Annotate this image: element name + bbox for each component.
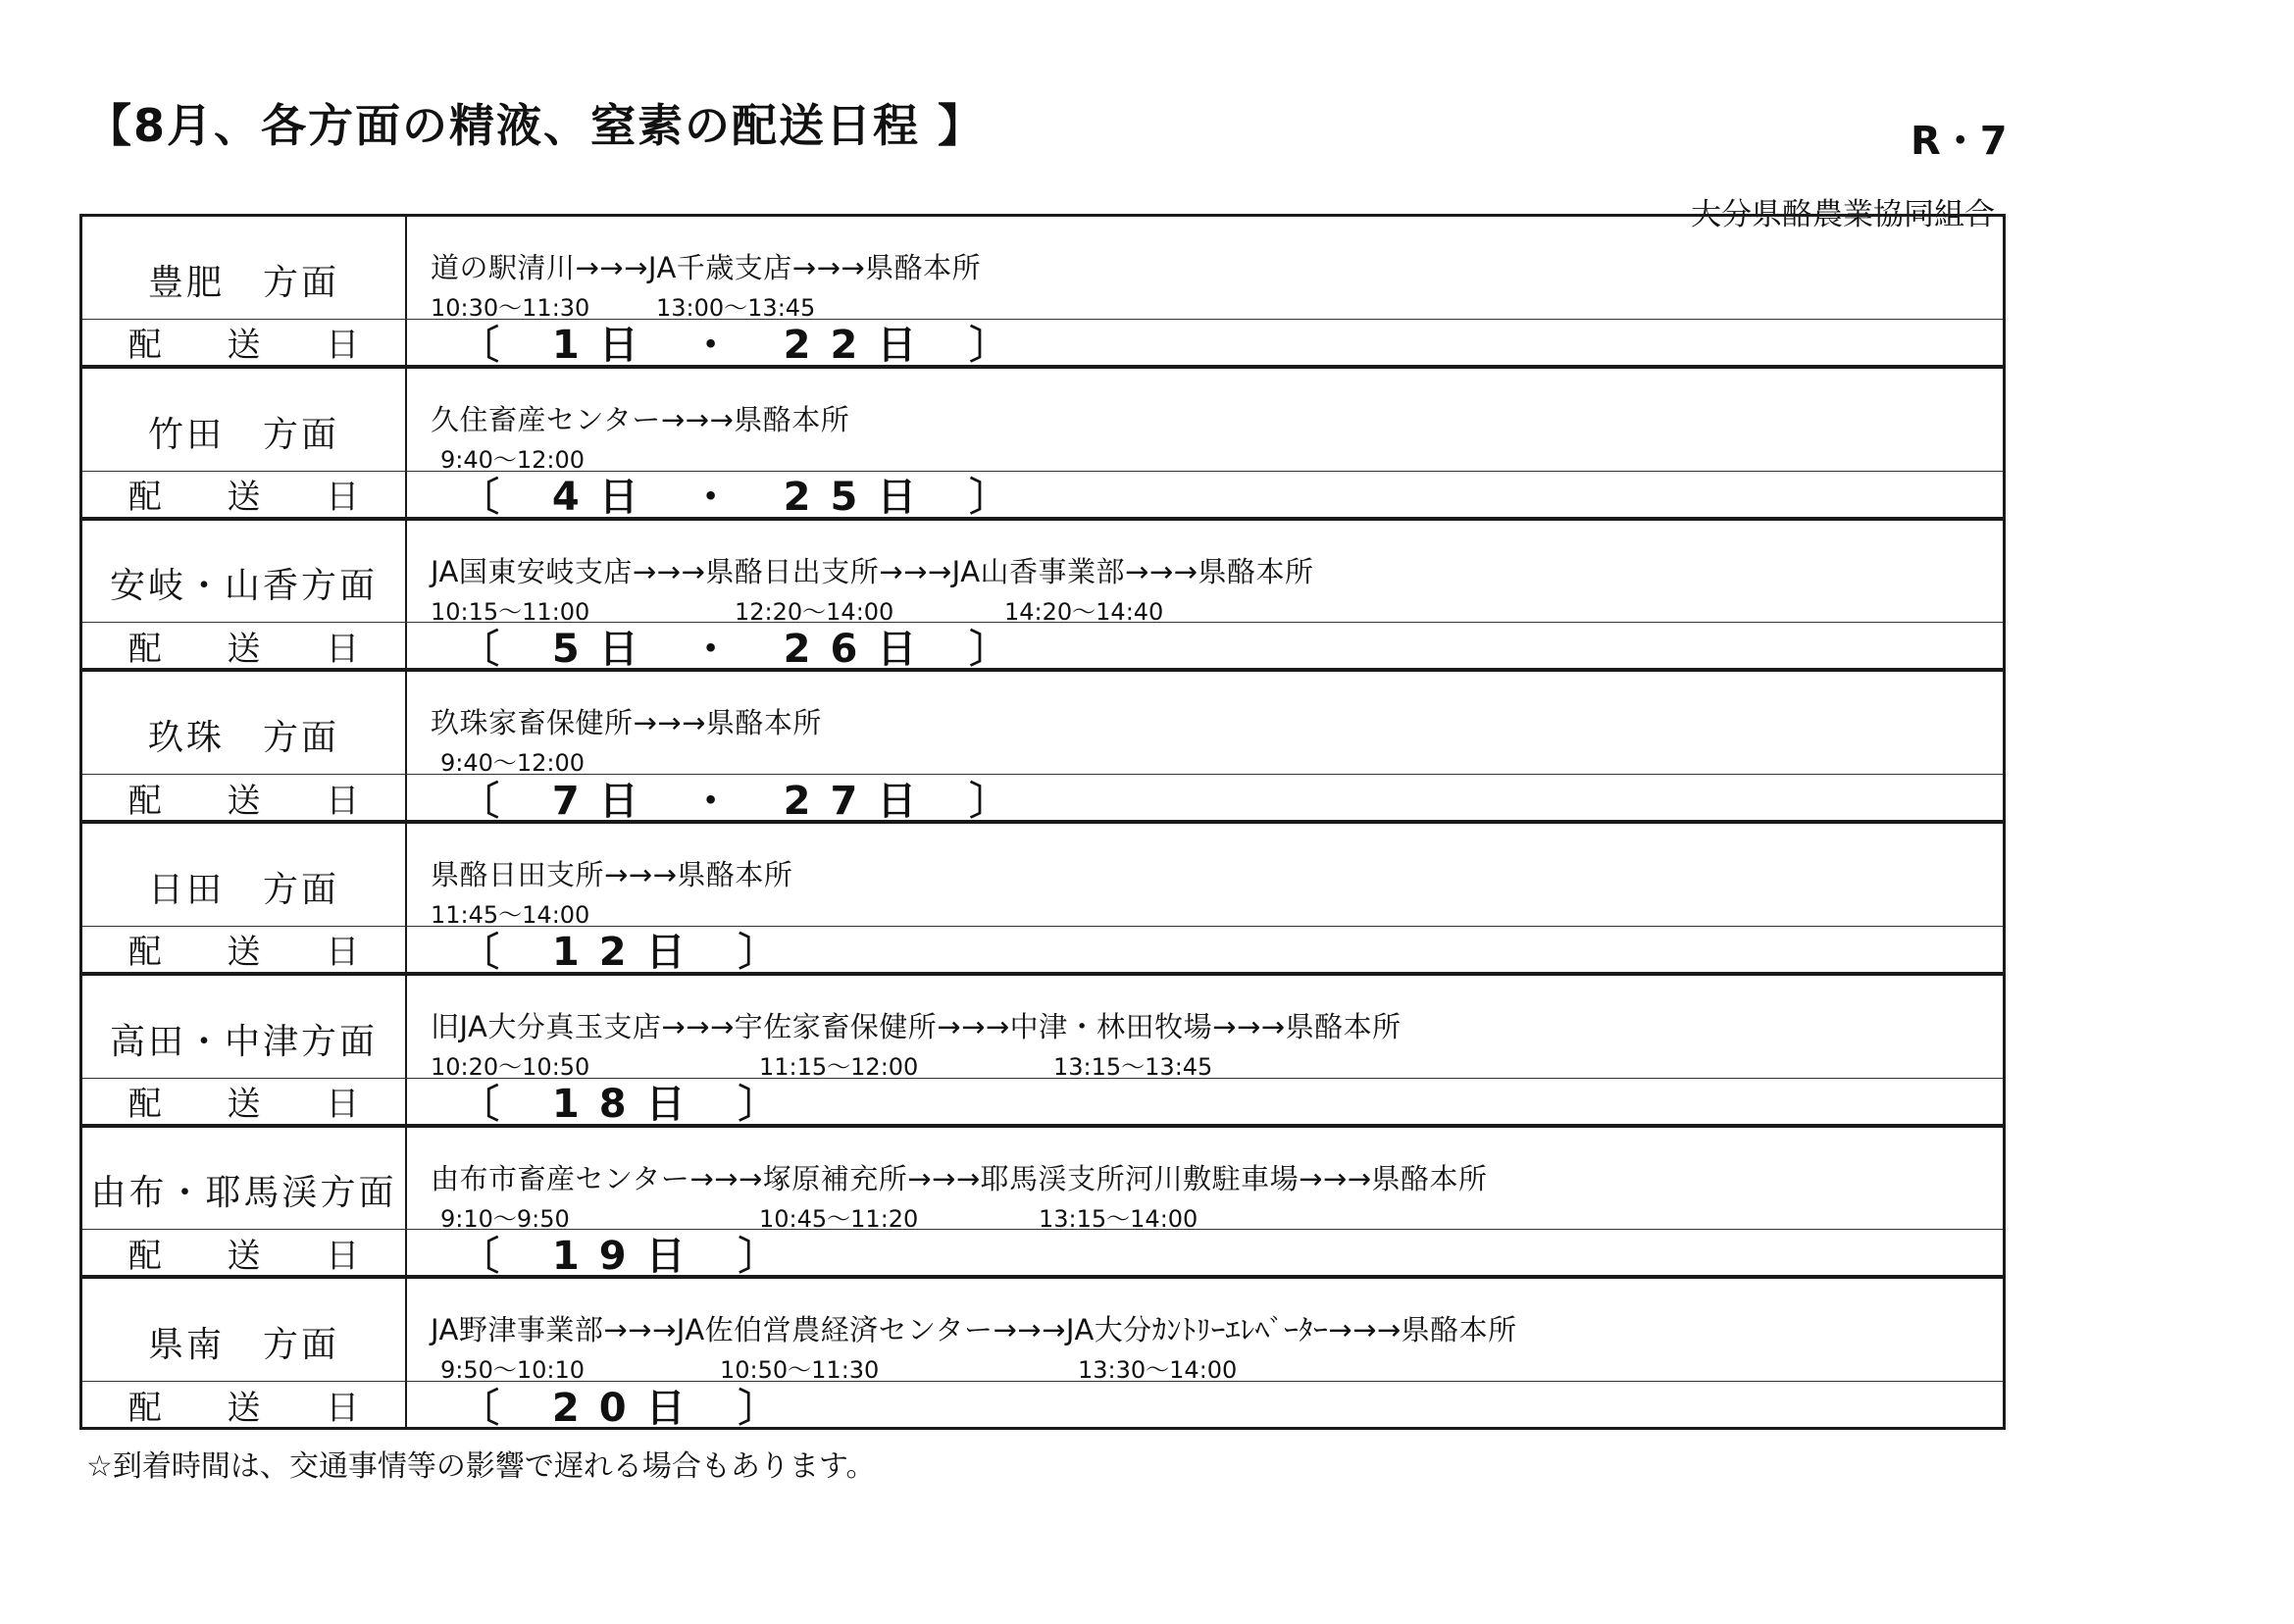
stop-time: 14:20〜14:40 — [1004, 597, 1164, 626]
area-label: 玖珠 方面 — [82, 672, 407, 774]
route-description: 道の駅清川→→→JA千歳支店→→→県酪本所 — [431, 251, 982, 284]
delivery-dates: 〔 12日 〕 — [460, 930, 797, 976]
stop-time: 10:50〜11:30 — [720, 1356, 880, 1385]
delivery-dates: 〔 4日 ・ 25日 〕 — [460, 475, 1029, 520]
delivery-schedule-table — [79, 214, 2006, 1430]
stop-time: 12:20〜14:00 — [735, 597, 894, 626]
area-label: 竹田 方面 — [82, 369, 407, 471]
stop-time: 10:30〜11:30 — [431, 294, 590, 322]
time-row — [431, 592, 2003, 626]
route-cell — [407, 369, 2003, 474]
route-cell — [407, 824, 2003, 929]
page-title: 【8月、各方面の精液、窒素の配送日程 】 — [86, 99, 986, 152]
delivery-dates: 〔 20日 〕 — [460, 1385, 797, 1431]
area-label: 豊肥 方面 — [82, 217, 407, 319]
delivery-day-label: 配 送 日 — [82, 1230, 407, 1275]
stop-time: 10:15〜11:00 — [431, 597, 590, 626]
delivery-day-label: 配 送 日 — [82, 623, 407, 668]
time-row — [431, 1350, 2003, 1385]
page-code: R・7 — [1911, 119, 2008, 164]
time-row — [431, 440, 2003, 474]
route-block — [82, 1275, 2003, 1431]
route-block — [82, 1124, 2003, 1279]
stop-time: 13:15〜13:45 — [1053, 1052, 1213, 1081]
delivery-day-label: 配 送 日 — [82, 1079, 407, 1124]
organization-name: 大分県酪農業協同組合 — [1691, 197, 1995, 232]
time-row — [431, 1199, 2003, 1233]
route-description: JA野津事業部→→→JA佐伯営農経済センター→→→JA大分ｶﾝﾄﾘｰｴﾚﾍﾞｰﾀｰ→→→県酪本所 — [431, 1313, 1517, 1347]
delivery-dates: 〔 5日 ・ 26日 〕 — [460, 626, 1029, 672]
stop-time: 11:45〜14:00 — [431, 901, 590, 929]
time-row — [431, 895, 2003, 929]
delivery-dates: 〔 7日 ・ 27日 〕 — [460, 778, 1029, 824]
delivery-day-label: 配 送 日 — [82, 775, 407, 820]
route-description: 玖珠家畜保健所→→→県酪本所 — [431, 706, 822, 740]
delivery-dates: 〔 19日 〕 — [460, 1233, 797, 1279]
route-block — [82, 668, 2003, 824]
area-label: 高田・中津方面 — [82, 976, 407, 1078]
delivery-dates: 〔 1日 ・ 22日 〕 — [460, 323, 1029, 369]
footnote: ☆到着時間は、交通事情等の影響で遅れる場合もあります。 — [86, 1449, 876, 1484]
route-cell — [407, 521, 2003, 626]
route-cell — [407, 1279, 2003, 1385]
area-label: 県南 方面 — [82, 1279, 407, 1381]
delivery-day-label: 配 送 日 — [82, 472, 407, 517]
delivery-day-label: 配 送 日 — [82, 1382, 407, 1427]
route-block — [82, 517, 2003, 672]
route-block — [82, 820, 2003, 976]
stop-time: 13:30〜14:00 — [1078, 1356, 1238, 1385]
route-description: 由布市畜産センター→→→塚原補充所→→→耶馬渓支所河川敷駐車場→→→県酪本所 — [431, 1161, 1488, 1195]
stop-time: 10:20〜10:50 — [431, 1052, 590, 1081]
route-cell — [407, 217, 2003, 322]
route-cell — [407, 1128, 2003, 1233]
area-label: 安岐・山香方面 — [82, 521, 407, 623]
time-row — [431, 1047, 2003, 1081]
area-label: 日田 方面 — [82, 824, 407, 926]
stop-time: 13:15〜14:00 — [1039, 1204, 1198, 1233]
delivery-day-label: 配 送 日 — [82, 320, 407, 365]
route-cell — [407, 976, 2003, 1081]
route-cell — [407, 672, 2003, 778]
route-description: 久住畜産センター→→→県酪本所 — [431, 402, 850, 436]
route-block — [82, 217, 2003, 369]
stop-time: 9:50〜10:10 — [440, 1356, 586, 1385]
route-description: JA国東安岐支店→→→県酪日出支所→→→JA山香事業部→→→県酪本所 — [431, 554, 1314, 588]
stop-time: 11:15〜12:00 — [759, 1052, 919, 1081]
stop-time: 9:40〜12:00 — [440, 445, 586, 474]
stop-time: 9:40〜12:00 — [440, 749, 586, 778]
route-block — [82, 972, 2003, 1127]
route-description: 旧JA大分真玉支店→→→宇佐家畜保健所→→→中津・林田牧場→→→県酪本所 — [431, 1009, 1402, 1043]
time-row — [431, 288, 2003, 322]
time-row — [431, 743, 2003, 778]
stop-time: 10:45〜11:20 — [759, 1204, 919, 1233]
delivery-dates: 〔 18日 〕 — [460, 1082, 797, 1127]
route-block — [82, 365, 2003, 520]
route-description: 県酪日田支所→→→県酪本所 — [431, 858, 793, 891]
area-label: 由布・耶馬渓方面 — [82, 1128, 407, 1230]
stop-time: 13:00〜13:45 — [656, 294, 816, 322]
stop-time: 9:10〜9:50 — [440, 1204, 570, 1233]
delivery-day-label: 配 送 日 — [82, 927, 407, 972]
